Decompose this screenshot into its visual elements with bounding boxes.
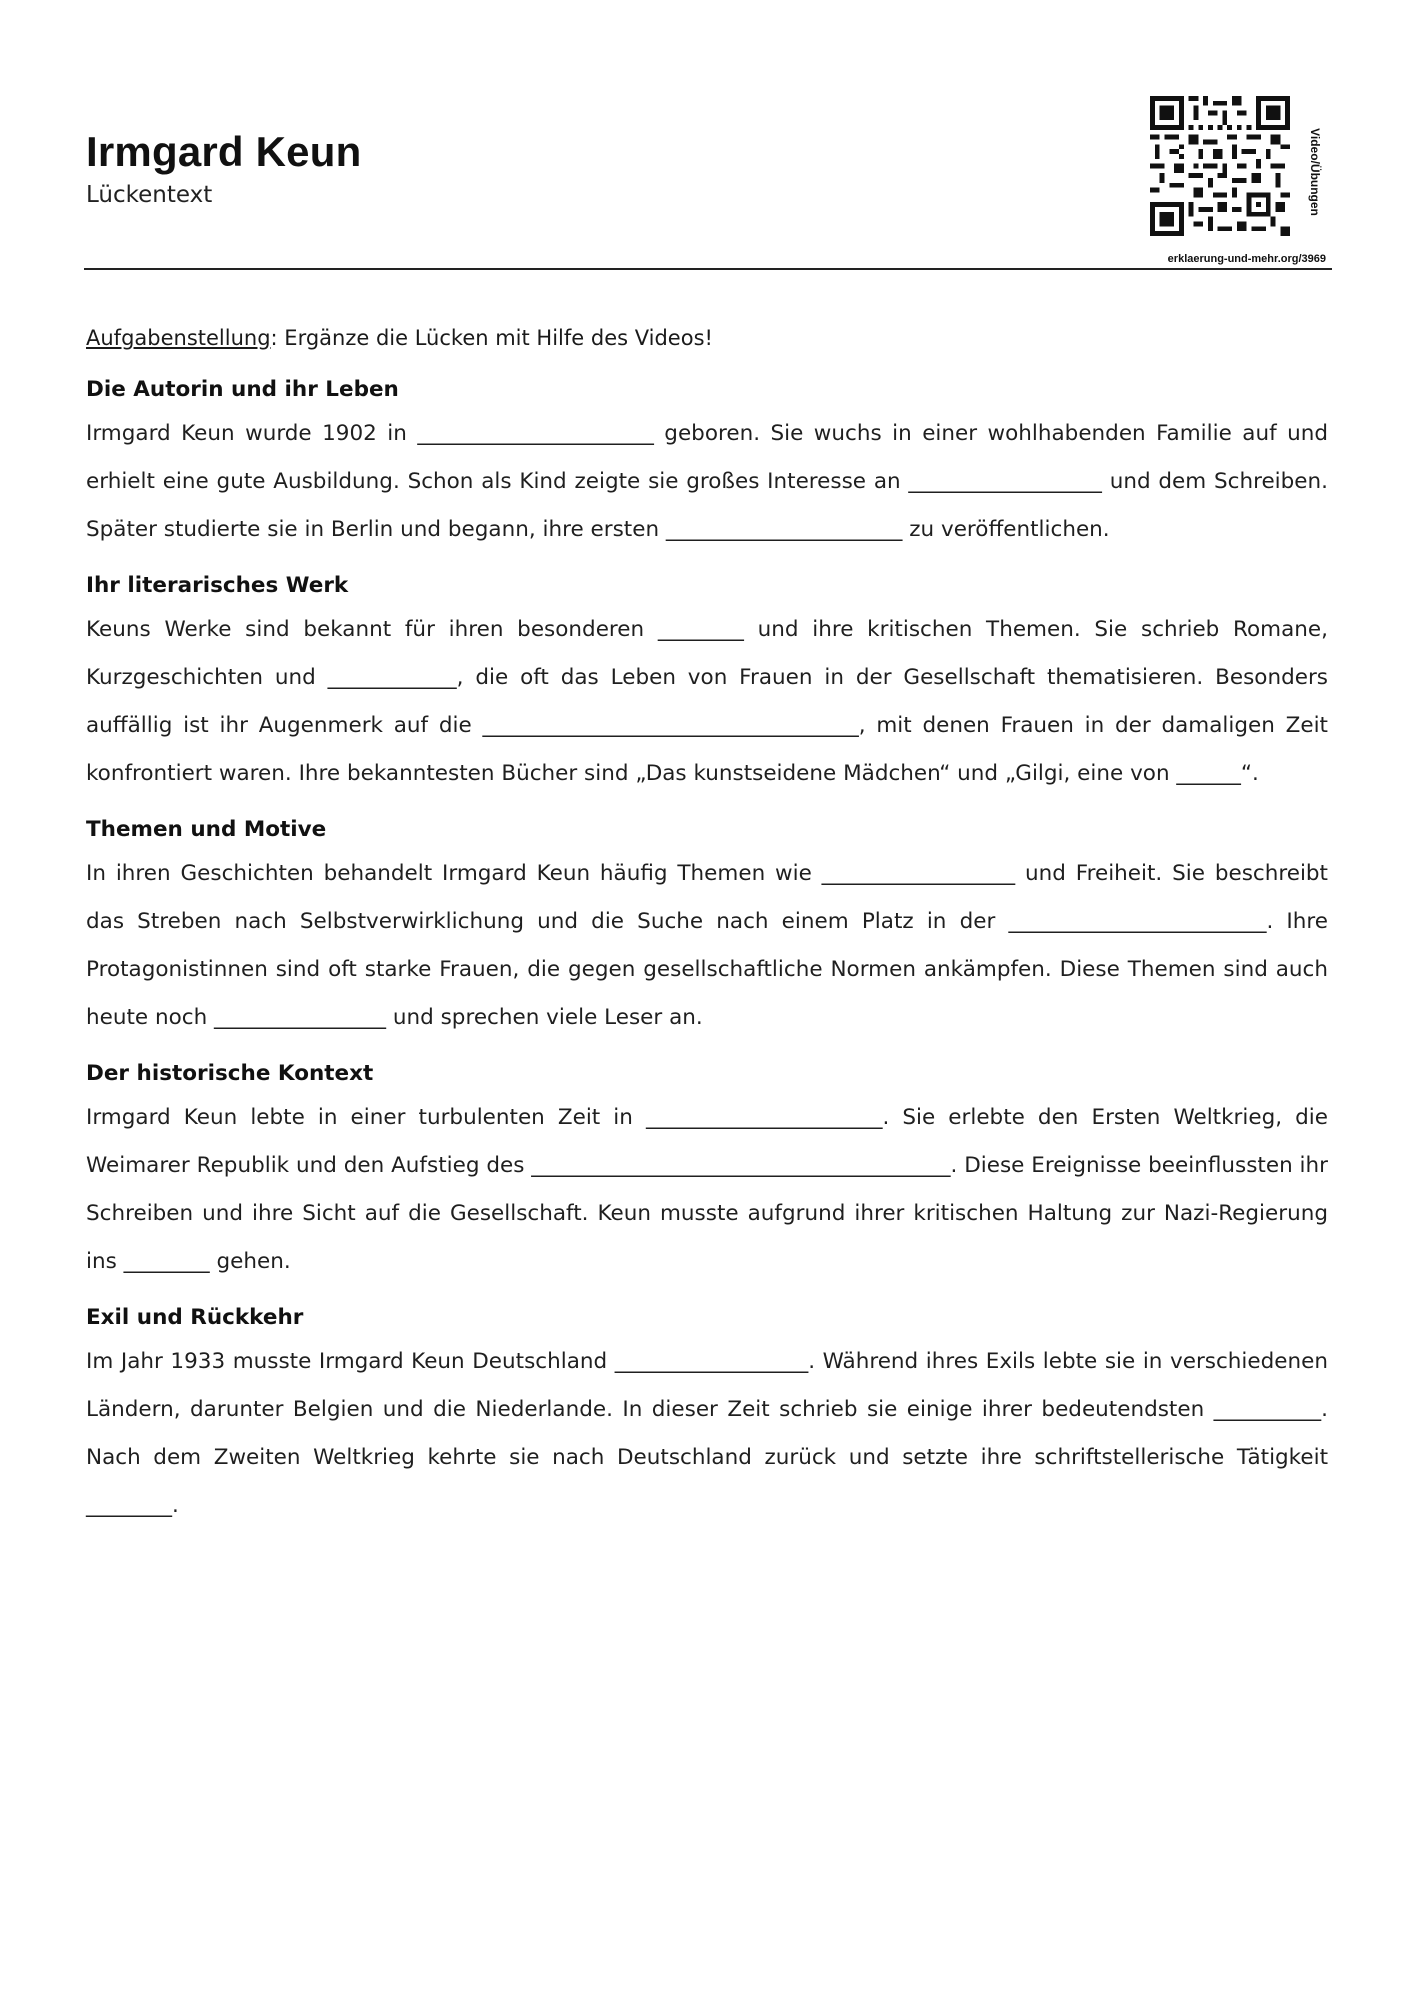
section-author-life [86, 374, 1328, 554]
section-heading: Themen und Motive [86, 817, 327, 842]
section-heading: Ihr literarisches Werk [86, 573, 349, 598]
task-text: : Ergänze die Lücken mit Hilfe des Videos! [270, 326, 713, 350]
task-instruction [86, 322, 1328, 354]
section-heading: Der historische Kontext [86, 1061, 374, 1086]
section-heading: Die Autorin und ihr Leben [86, 377, 399, 402]
section-historical-context [86, 1058, 1328, 1286]
section-exile-return [86, 1302, 1328, 1530]
worksheet-content [86, 322, 1328, 1546]
cloze-paragraph: In ihren Geschichten behandelt Irmgard Keun häufig Themen wie __________________ und Freiheit. Sie beschreibt das Streben nach Selbstverwirklichung und die Suche nach einem Platz in der ________________________. Ihre Protagonistinnen sind oft starke Frauen, die gegen gesellschaftliche Normen ankämpfen. Diese Themen sind auch heute noch ________________ und sprechen viele Leser an. [86, 861, 1328, 1030]
qr-code-icon[interactable] [1150, 96, 1290, 236]
video-exercises-label: Video/Übungen [1308, 128, 1322, 216]
source-url[interactable]: erklaerung-und-mehr.org/3969 [1167, 253, 1326, 265]
page-subtitle: Lückentext [86, 182, 213, 208]
cloze-paragraph: Keuns Werke sind bekannt für ihren besonderen ________ und ihre kritischen Themen. Sie schrieb Romane, Kurzgeschichten und ____________, die oft das Leben von Frauen in der Gesellschaft thematisieren. Besonders auffällig ist ihr Augenmerk auf die ___________________________________, mit denen Frauen in der damaligen Zeit konfrontiert waren. Ihre bekanntesten Bücher sind „Das kunstseidene Mädchen“ und „Gilgi, eine von ______“. [86, 617, 1328, 786]
cloze-paragraph: Irmgard Keun wurde 1902 in ______________________ geboren. Sie wuchs in einer wohlhabenden Familie auf und erhielt eine gute Ausbildung. Schon als Kind zeigte sie großes Interesse an __________________ und dem Schreiben. Später studierte sie in Berlin und begann, ihre ersten ______________________ zu veröffentlichen. [86, 421, 1328, 542]
cloze-paragraph: Irmgard Keun lebte in einer turbulenten Zeit in ______________________. Sie erlebte den Ersten Weltkrieg, die Weimarer Republik und den Aufstieg des _______________________________________. Diese Ereignisse beeinflussten ihr Schreiben und ihre Sicht auf die Gesellschaft. Keun musste aufgrund ihrer kritischen Haltung zur Nazi-Regierung ins ________ gehen. [86, 1105, 1328, 1274]
task-label: Aufgabenstellung [86, 326, 271, 350]
section-heading: Exil und Rückkehr [86, 1305, 304, 1330]
header-divider [84, 268, 1332, 270]
section-literary-work [86, 570, 1328, 798]
cloze-paragraph: Im Jahr 1933 musste Irmgard Keun Deutschland __________________. Während ihres Exils lebte sie in verschiedenen Ländern, darunter Belgien und die Niederlande. In dieser Zeit schrieb sie einige ihrer bedeutendsten __________. Nach dem Zweiten Weltkrieg kehrte sie nach Deutschland zurück und setzte ihre schriftstellerische Tätigkeit ________. [86, 1349, 1328, 1518]
page-title: Irmgard Keun [86, 128, 362, 175]
section-themes-motifs [86, 814, 1328, 1042]
